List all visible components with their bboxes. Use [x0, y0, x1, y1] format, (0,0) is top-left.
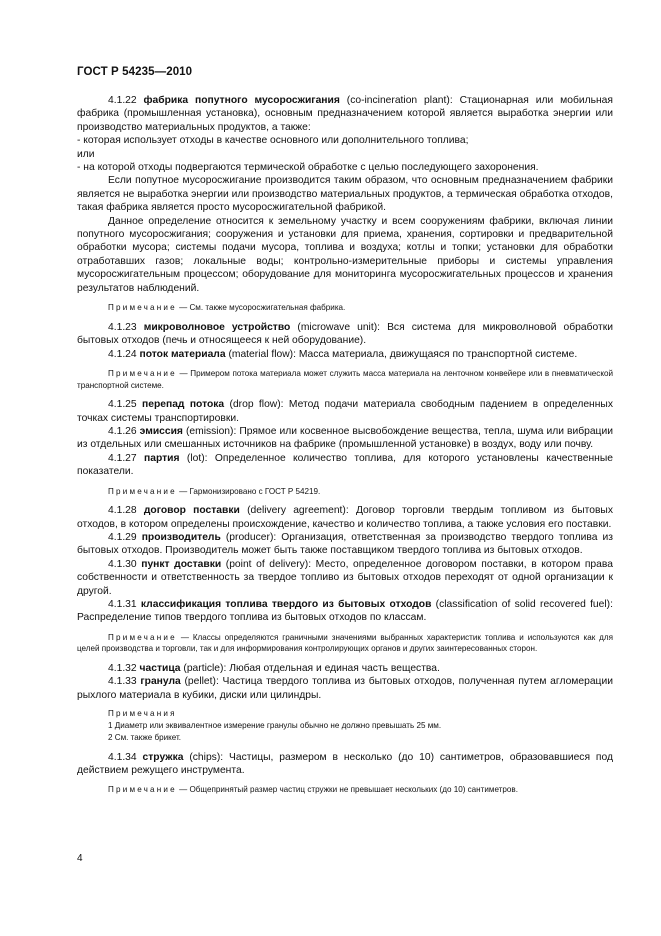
entry-number: 4.1.34: [108, 751, 137, 763]
entry-definition: Прямое или косвенное высвобождение вещества, тепла, шума или вибрации из отдельных или смешанных источников на фабрике (промышленной установке) в воздух, воду или почву.: [77, 425, 613, 451]
entry-4-1-24: [77, 348, 613, 361]
entry-definition: Стационарная или мобильная фабрика (промышленная установка), основным предназначением которой является выработка энергии или производство материальных продуктов, а также:: [77, 95, 613, 133]
notes-label: Примечания: [108, 709, 177, 719]
entry-note: [77, 784, 613, 796]
entry-definition: Определенное количество топлива, для которого установлены качественные показатели.: [77, 452, 613, 478]
entry-definition: Вся система для микроволновой обработки бытовых отходов (печь и относящееся к ней оборудование).: [77, 321, 613, 347]
entry-4-1-32: [77, 662, 613, 675]
note-label: Примечание: [108, 632, 177, 642]
entry-term: фабрика попутного мусоросжигания: [143, 95, 340, 106]
entry-4-1-30: [77, 558, 613, 598]
entry-4-1-26: [77, 425, 613, 452]
entry-definition: Масса материала, движущаяся по транспортной системе.: [298, 348, 578, 360]
entry-number: 4.1.29: [108, 531, 137, 543]
document-header: ГОСТ Р 54235—2010: [77, 66, 193, 78]
entry-4-1-29: [77, 531, 613, 558]
entry-english: (emission):: [185, 425, 237, 437]
entry-english: (microwave unit):: [297, 321, 380, 333]
entry-english: (pellet):: [184, 676, 219, 688]
entry-number: 4.1.23: [108, 321, 137, 333]
entry-paragraph: Данное определение относится к земельному участку и всем сооружениям фабрики, включая линии попутного мусоросжигания; сооружения и установки для приема, хранения, сортировки и предварительной обработки мусора; системы подачи мусора, топлива и воздуха; котлы и топки; установки для обработки отработавших газов; локальные воды; контрольно-измерительные приборы и системы управления мусоросжигательным процессом; оборудование для мониторинга мусоросжигательных процессов и хранения результатов наблюдений.: [77, 215, 613, 294]
entry-definition: Любая отдельная и единая часть вещества.: [229, 662, 440, 674]
entry-english: (delivery agreement):: [247, 505, 349, 517]
entry-number: 4.1.24: [108, 348, 137, 360]
entry-paragraph: Если попутное мусоросжигание производится таким образом, что основным предназначением фабрики является не выработка энергии или производство материальных продуктов, а термическая обработка отходов, такая фабрика является просто мусоросжигательной фабрикой.: [77, 175, 613, 214]
entry-term: частица: [139, 662, 181, 674]
note-text: — Классы определяются граничными значениями выбранных характеристик топлива и используются как для целей производства и торговли, так и для информирования контролирующих органов и других заинтересованных сторон.: [77, 632, 613, 654]
entry-number: 4.1.27: [108, 452, 137, 464]
entry-term: стружка: [142, 751, 184, 763]
entry-term: эмиссия: [139, 425, 183, 437]
entry-term: гранула: [140, 676, 181, 688]
entry-term: перепад потока: [142, 399, 225, 411]
entry-number: 4.1.32: [108, 662, 137, 674]
entry-english: (chips):: [189, 751, 224, 763]
entry-number: 4.1.31: [108, 598, 137, 610]
note-label: Примечание: [108, 368, 177, 378]
entry-4-1-25: [77, 398, 613, 425]
entry-number: 4.1.30: [108, 558, 137, 570]
entry-4-1-27: [77, 452, 613, 479]
note-item: 2 См. также брикет.: [108, 732, 182, 742]
entry-definition: Место, определенное договором поставки, в котором права собственности и ответственность за твердое топливо из бытовых отходов переходят от одной организации к другой.: [77, 558, 613, 597]
entry-4-1-33: [77, 675, 613, 702]
entry-term: пункт доставки: [141, 558, 222, 570]
entry-term: поток материала: [139, 348, 226, 360]
document-body: [77, 94, 613, 803]
entry-english: (particle):: [183, 662, 227, 674]
entry-4-1-31: [77, 598, 613, 625]
entry-or: или: [77, 148, 95, 160]
note-label: Примечание: [108, 785, 177, 795]
entry-note: [77, 632, 613, 655]
entry-english: (drop flow):: [229, 399, 284, 411]
entry-definition: Организация, ответственная за производство твердого топлива из бытовых отходов. Производитель может быть также поставщиком твердого топлива из бытовых отходов.: [77, 531, 613, 557]
entry-term: партия: [144, 452, 180, 464]
entry-term: микроволновое устройство: [143, 321, 291, 333]
entry-note: [77, 302, 613, 314]
note-text: — Примером потока материала может служить масса материала на ленточном конвейере или в пневматической транспортной системе.: [77, 368, 613, 390]
note-text: — Общепринятый размер частиц стружки не превышает нескольких (до 10) сантиметров.: [179, 785, 518, 795]
entry-definition: Частицы, размером в несколько (до 10) сантиметров, образовавшиеся под действием режущего инструмента.: [77, 751, 613, 776]
note-label: Примечание: [108, 486, 177, 496]
page-number: 4: [77, 853, 83, 864]
note-text: — См. также мусоросжигательная фабрика.: [179, 303, 346, 313]
entry-definition: Распределение типов твердого топлива из бытовых отходов по классам.: [77, 612, 427, 624]
entry-number: 4.1.25: [108, 399, 137, 411]
entry-bullet: - на которой отходы подвергаются термической обработке с целью последующего захоронения.: [77, 162, 539, 174]
entry-number: 4.1.26: [108, 425, 137, 437]
entry-bullet: - которая использует отходы в качестве основного или дополнительного топлива;: [77, 135, 469, 147]
entry-note: [77, 486, 613, 498]
entry-definition: Договор торговли твердым топливом из бытовых отходов, в котором определены происхождение, качество и количество топлива, а также условия его поставки.: [77, 505, 613, 530]
entry-notes: [77, 708, 613, 743]
note-text: — Гармонизировано с ГОСТ Р 54219.: [179, 486, 321, 496]
entry-4-1-23: [77, 321, 613, 348]
entry-number: 4.1.33: [108, 676, 137, 688]
entry-4-1-22: [77, 94, 613, 134]
entry-term: классификация топлива твердого из бытовых отходов: [140, 598, 432, 610]
entry-note: [77, 368, 613, 391]
entry-english: (lot):: [186, 452, 208, 464]
entry-english: (material flow):: [228, 348, 296, 360]
entry-4-1-34: [77, 751, 613, 778]
note-label: Примечание: [108, 303, 177, 313]
entry-term: договор поставки: [143, 505, 240, 517]
entry-english: (classification of solid recovered fuel):: [435, 598, 613, 610]
entry-number: 4.1.28: [108, 505, 137, 517]
entry-definition: Метод подачи материала свободным падением в определенных точках системы транспортировки.: [77, 399, 613, 424]
entry-number: 4.1.22: [108, 95, 137, 106]
entry-english: (co-incineration plant):: [346, 95, 453, 106]
entry-english: (producer):: [225, 531, 277, 543]
entry-4-1-28: [77, 504, 613, 531]
note-item: 1 Диаметр или эквивалентное измерение гранулы обычно не должно превышать 25 мм.: [108, 720, 442, 730]
entry-term: производитель: [141, 531, 221, 543]
entry-definition: Частица твердого топлива из бытовых отходов, полученная путем агломерации рыхлого материала в кубики, диски или цилиндры.: [77, 676, 613, 701]
entry-english: (point of delivery):: [225, 558, 312, 570]
